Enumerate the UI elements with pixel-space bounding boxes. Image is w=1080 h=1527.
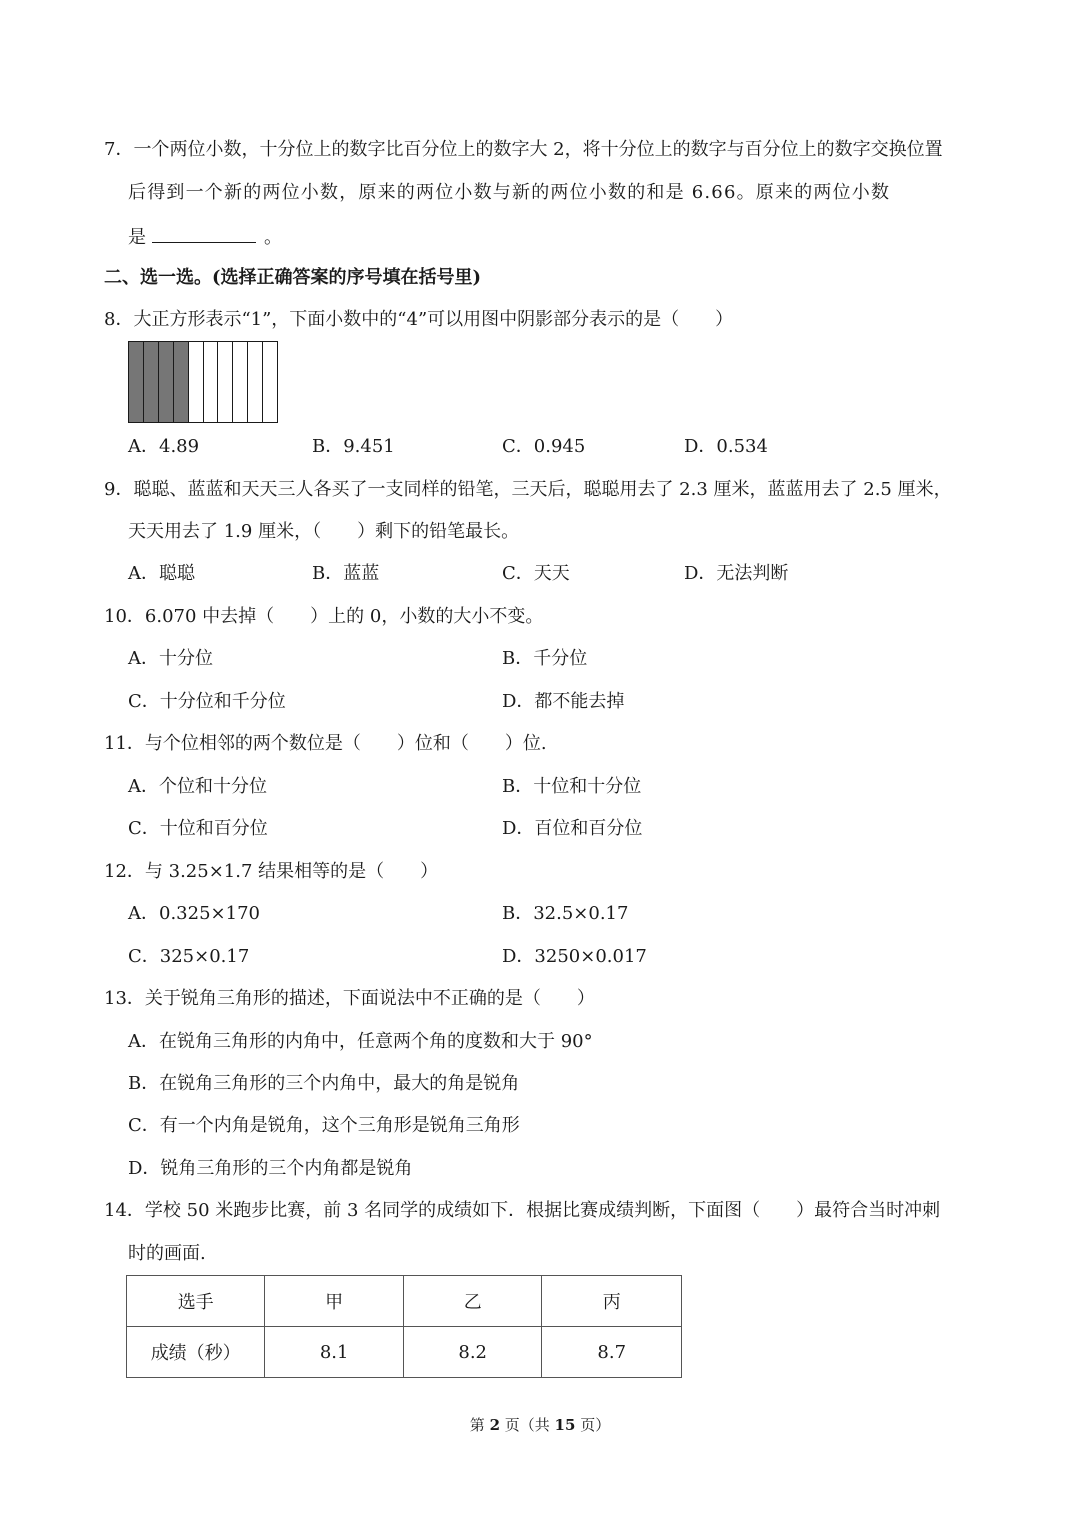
q13-stem: 13．关于锐角三角形的描述，下面说法中不正确的是（ ） [104,988,595,1009]
footer-suffix: 页） [575,1416,611,1434]
table-cell: 8.7 [542,1327,682,1378]
q7-line1: 7．一个两位小数，十分位上的数字比百分位上的数字大 2，将十分位上的数字与百分位上的数字交换位置 [104,139,943,160]
q13-option-b[interactable]: B．在锐角三角形的三个内角中，最大的角是锐角 [128,1073,520,1094]
grid-column-empty [233,342,248,422]
table-header-cell: 丙 [542,1276,682,1327]
q13-option-d[interactable]: D．锐角三角形的三个内角都是锐角 [128,1158,413,1179]
footer-prefix: 第 [469,1416,490,1434]
q14-line1: 14．学校 50 米跑步比赛，前 3 名同学的成绩如下．根据比赛成绩判断，下面图（ ）最符合当时冲刺 [104,1200,941,1221]
grid-column-shaded [144,342,159,422]
q10-option-d[interactable]: D．都不能去掉 [502,691,625,712]
q12-option-b[interactable]: B．32.5×0.17 [502,903,629,924]
table-cell: 8.2 [403,1327,542,1378]
q9-option-c[interactable]: C．天天 [502,563,570,584]
grid-column-empty [263,342,277,422]
q10-option-c[interactable]: C．十分位和千分位 [128,691,286,712]
footer-total-pages: 15 [554,1416,576,1434]
q7-line3-prefix: 是 [128,227,146,248]
grid-column-shaded [174,342,189,422]
q8-option-b[interactable]: B．9.451 [312,436,395,457]
q10-option-b[interactable]: B．千分位 [502,648,588,669]
q8-stem: 8．大正方形表示“1”，下面小数中的“4”可以用图中阴影部分表示的是（ ） [104,309,734,330]
q14-line2: 时的画面. [128,1243,206,1264]
table-header-row [127,1276,682,1327]
section2-title: 二、选一选。(选择正确答案的序号填在括号里) [104,267,482,288]
q10-option-a[interactable]: A．十分位 [128,648,213,669]
grid-column-shaded [129,342,144,422]
q8-option-d[interactable]: D．0.534 [684,436,768,457]
table-header-cell: 甲 [265,1276,404,1327]
q11-stem: 11．与个位相邻的两个数位是（ ）位和（ ）位. [104,733,547,754]
q12-option-d[interactable]: D．3250×0.017 [502,946,647,967]
q12-option-a[interactable]: A．0.325×170 [128,903,260,924]
page-footer [0,1414,1080,1435]
table-row [127,1327,682,1378]
q7-answer-blank[interactable] [152,224,256,243]
grid-column-empty [248,342,263,422]
q13-option-c[interactable]: C．有一个内角是锐角，这个三角形是锐角三角形 [128,1115,520,1136]
q9-option-b[interactable]: B．蓝蓝 [312,563,380,584]
q11-option-a[interactable]: A．个位和十分位 [128,776,267,797]
q9-line2: 天天用去了 1.9 厘米，（ ）剩下的铅笔最长。 [128,521,520,542]
q7-line3-suffix: 。 [264,227,282,248]
q14-score-table [126,1275,682,1378]
q12-option-c[interactable]: C．325×0.17 [128,946,250,967]
table-header-cell: 选手 [127,1276,265,1327]
q11-option-b[interactable]: B．十位和十分位 [502,776,642,797]
q7-line2: 后得到一个新的两位小数，原来的两位小数与新的两位小数的和是 6.66。原来的两位小数 [128,182,891,203]
footer-page-number: 2 [489,1416,500,1434]
grid-column-empty [189,342,204,422]
table-cell: 8.1 [265,1327,404,1378]
q8-decimal-grid-figure [128,341,278,423]
grid-column-shaded [159,342,174,422]
q12-stem: 12．与 3.25×1.7 结果相等的是（ ） [104,861,439,882]
grid-column-empty [218,342,233,422]
q9-line1: 9．聪聪、蓝蓝和天天三人各买了一支同样的铅笔，三天后，聪聪用去了 2.3 厘米，蓝蓝用去了 2.5 厘米， [104,479,952,500]
grid-column-empty [204,342,219,422]
q8-option-c[interactable]: C．0.945 [502,436,586,457]
q9-option-a[interactable]: A．聪聪 [128,563,195,584]
q11-option-c[interactable]: C．十位和百分位 [128,818,268,839]
footer-middle: 页（共 [500,1416,555,1434]
q9-option-d[interactable]: D．无法判断 [684,563,789,584]
table-cell: 成绩（秒） [127,1327,265,1378]
q11-option-d[interactable]: D．百位和百分位 [502,818,643,839]
q13-option-a[interactable]: A．在锐角三角形的内角中，任意两个角的度数和大于 90° [128,1031,593,1052]
q10-stem: 10．6.070 中去掉（ ）上的 0，小数的大小不变。 [104,606,544,627]
table-header-cell: 乙 [403,1276,542,1327]
q7-line3 [128,224,282,250]
q8-option-a[interactable]: A．4.89 [128,436,200,457]
